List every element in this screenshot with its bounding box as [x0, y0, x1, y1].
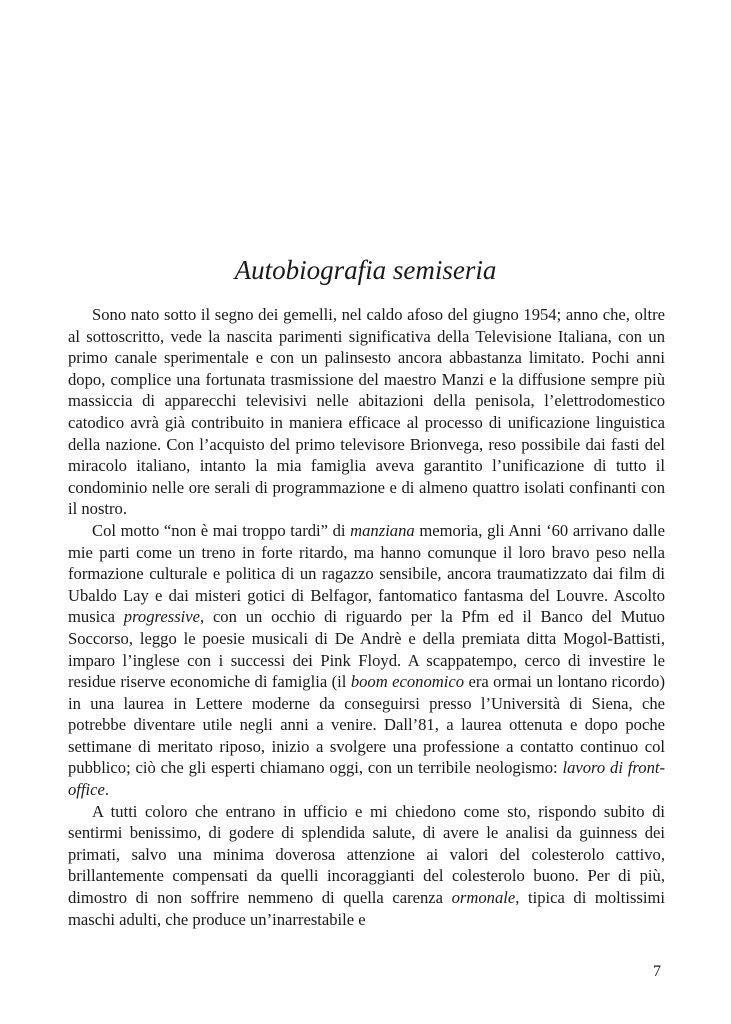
- paragraph-1: [68, 304, 665, 520]
- paragraph-2-italic-front-office: lavoro di front-office: [68, 758, 666, 800]
- paragraph-2-text: , con un occhio di riguardo per la Pfm ed il Banco del Mutuo Soccorso, leggo le poesie musicali di De Andrè e della premiata ditta Mogol-Battisti, imparo l’inglese con i successi dei Pink Floyd. A scappatempo, cerco di investire le residue riserve economiche di famiglia (il: [68, 607, 665, 692]
- paragraph-1-text: Sono nato sotto il segno dei gemelli, nel caldo afoso del giugno 1954; anno che, oltre al sottoscritto, vede la nascita parimenti significativa della Televisione Italiana, con un primo canale sperimentale e con un palinsesto ancora abbastanza limitato. Pochi anni dopo, complice una fortunata trasmissione del maestro Manzi e la diffusione sempre più massiccia di apparecchi televisivi nelle abitazioni della penisola, l’elettrodomestico catodico avrà già contribuito in maniera efficace al processo di unificazione linguistica della nazione. Con l’acquisto del primo televisore Brionvega, reso possibile dai fasti del miracolo italiano, intanto la mia famiglia aveva garantito l’unificazione di tutto il condominio nelle ore serali di programmazione e di almeno quattro isolati confinanti con il nostro.: [68, 305, 665, 519]
- paragraph-2-text: era ormai un lontano ricordo) in una laurea in Lettere moderne da conseguirsi presso l’Università di Siena, che potrebbe diventare utile negli anni a venire. Dall’81, a laurea ottenuta e dopo poche settimane di meritato riposo, inizio a svolgere una professione a contatto continuo col pubblico; ciò che gli esperti chiamano oggi, con un terribile neologismo:: [68, 672, 666, 778]
- paragraph-3-text: , tipica di moltissimi maschi adulti, che produce un’inarrestabile e: [68, 888, 666, 929]
- paragraph-2: [68, 520, 665, 801]
- body-text: [68, 304, 665, 930]
- paragraph-2-italic-boom-economico: boom economico: [350, 672, 465, 692]
- paragraph-2-italic-manziana: manziana: [350, 520, 415, 540]
- paragraph-2-text: .: [104, 780, 110, 800]
- page-number: 7: [653, 963, 661, 980]
- paragraph-2-italic-progressive: progressive: [123, 607, 200, 627]
- paragraph-3-text: A tutti coloro che entrano in ufficio e mi chiedono come sto, rispondo subito di sentirmi benissimo, di godere di splendida salute, di avere le analisi da guinness dei primati, salvo una minima doverosa attenzione ai valori del colesterolo cattivo, brillantemente compensati da quelli incoraggianti del colesterolo buono. Per di più, dimostro di non soffrire nemmeno di quella carenza: [68, 801, 665, 908]
- paragraph-2-text: memoria, gli Anni ‘60 arrivano dalle mie parti come un treno in forte ritardo, ma hanno comunque il loro bravo peso nella formazione culturale e politica di un ragazzo sensibile, ancora traumatizzato dai film di Ubaldo Lay e dai misteri gotici di Belfagor, fantomatico fantasma del Louvre. Ascolto musica: [68, 520, 665, 627]
- paragraph-3-italic-ormonale: ormonale: [451, 888, 516, 908]
- chapter-title: Autobiografia semiseria: [234, 255, 497, 285]
- paragraph-3: [68, 801, 665, 931]
- paragraph-2-text: Col motto “non è mai troppo tardi” di: [92, 520, 351, 540]
